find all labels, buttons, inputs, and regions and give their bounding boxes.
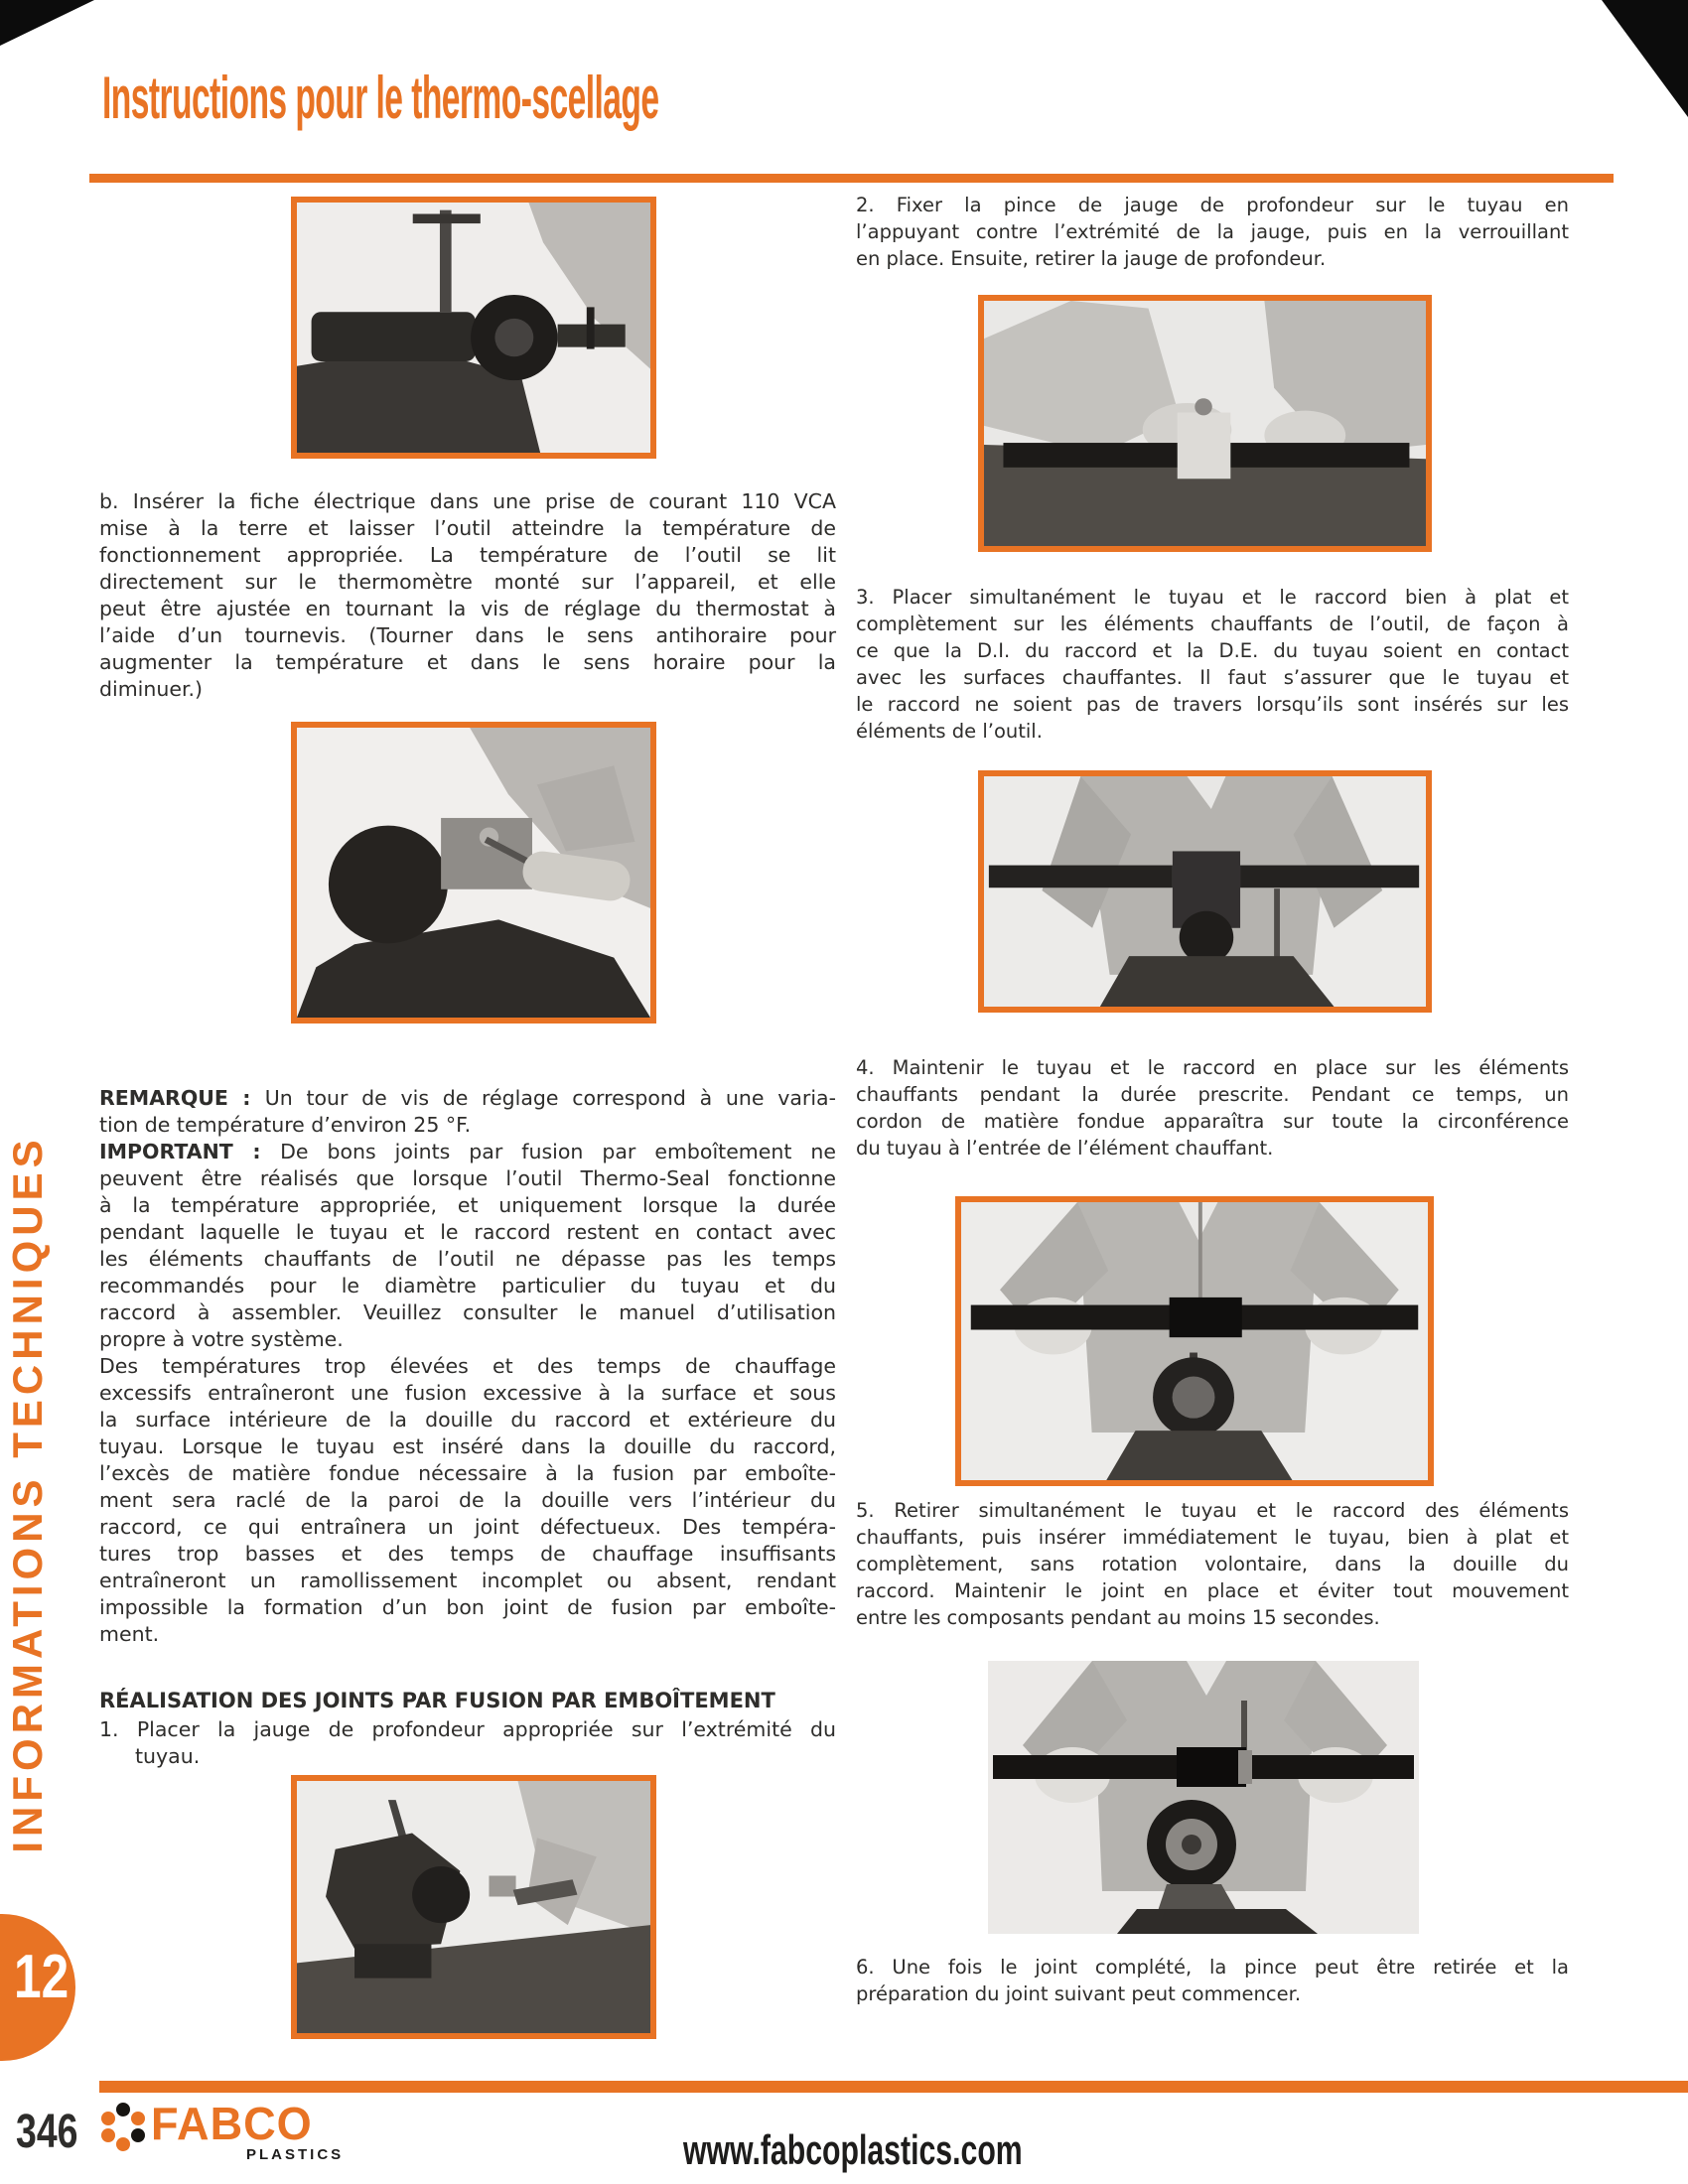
paragraph-temperatures: Des températures trop élevées et des temps de chauffage excessifs entraîneront une fusion excessive à la surface et sous la surface intérieure de la douille du raccord et extérieure du tuyau. Lorsque le tuyau est inséré dans la douille du raccord, l’excès de matière fondue nécessaire à la fusion par emboîte- ment sera raclé de la paroi de la douille vers l’intérieur du raccord, ce qui entraînera un joint défectueux. Des tempéra- tures trop basses et des temps de chauffage insuffisants entraîneront un ramollissement incomplet ou absent, rendant impossible la formation d’un bon joint de fusion par emboîte- ment. — [99, 1354, 836, 1646]
photo-clamp-attach-image — [984, 301, 1426, 546]
photo-tool-in-vise-image — [297, 203, 650, 453]
step-6: 6. Une fois le joint complété, la pince peut être retirée et la préparation du joint suivant peut commencer. — [856, 1956, 1569, 2005]
dots-ring-icon — [97, 2101, 149, 2152]
footer-url: www.fabcoplastics.com — [683, 2126, 1023, 2173]
fabco-logo-icon — [97, 2101, 149, 2152]
photo-hold-on-heater — [955, 1196, 1434, 1486]
scan-artifact-top-right — [1602, 0, 1688, 117]
page-title: Instructions pour le thermo-scellage — [102, 65, 659, 131]
brand-name: FABCO — [151, 2098, 313, 2149]
photo-completed-joint — [988, 1661, 1419, 1934]
photo-depth-gauge-image — [297, 1781, 650, 2033]
step-1: 1. Placer la jauge de profondeur appropriée sur l’extrémité du tuyau. — [99, 1717, 836, 1768]
title-divider — [89, 174, 1614, 183]
photo-completed-joint-image — [988, 1661, 1419, 1934]
note-remarque: REMARQUE : Un tour de vis de réglage correspond à une varia- tion de température d’environ 25 °F. — [99, 1086, 836, 1137]
step-3: 3. Placer simultanément le tuyau et le raccord bien à plat et complètement sur les éléments chauffants de l’outil, de façon à ce que la D.I. du raccord et la D.E. du tuyau soient en contact avec les surfaces chauffantes. Il faut s’assurer que le tuyau et le raccord ne soient pas de travers lorsqu’ils sont insérés sur les éléments de l’outil. — [856, 586, 1569, 743]
photo-thermostat-adjust-image — [297, 728, 650, 1018]
photo-tool-in-vise — [291, 197, 656, 459]
photo-insert-on-heater-image — [984, 776, 1426, 1007]
step-5: 5. Retirer simultanément le tuyau et le raccord des éléments chauffants, puis insérer immédiatement le tuyau, bien à plat et complètement, sans rotation volontaire, dans la douille du raccord. Maintenir le joint en place et éviter tout mouvement entre les composants pendant au moins 15 secondes. — [856, 1499, 1569, 1629]
section-heading: RÉALISATION DES JOINTS PAR FUSION PAR EMBOÎTEMENT — [99, 1689, 775, 1712]
step-4: 4. Maintenir le tuyau et le raccord en place sur les éléments chauffants pendant la durée prescrite. Pendant ce temps, un cordon de matière fondue apparaîtra sur toute la circonférence du tuyau à l’entrée de l’élément chauffant. — [856, 1056, 1569, 1160]
photo-insert-on-heater — [978, 770, 1432, 1013]
paragraph-b: b. Insérer la fiche électrique dans une prise de courant 110 VCA mise à la terre et laisser l’outil atteindre la température de fonctionnement appropriée. La température de l’outil se lit directement sur le thermomètre monté sur l’appareil, et elle peut être ajustée en tournant la vis de réglage du thermostat à l’aide d’un tournevis. (Tourner dans le sens antihoraire pour augmenter la température et dans le sens horaire pour la diminuer.) — [99, 489, 836, 701]
page-number: 346 — [16, 2106, 78, 2158]
photo-thermostat-adjust — [291, 722, 656, 1024]
scan-artifact-top-left — [0, 0, 94, 46]
step-2: 2. Fixer la pince de jauge de profondeur sur le tuyau en l’appuyant contre l’extrémité de la jauge, puis en la verrouillant en place. Ensuite, retirer la jauge de profondeur. — [856, 194, 1569, 270]
note-important: IMPORTANT : De bons joints par fusion par emboîtement ne peuvent être réalisés que lorsque l’outil Thermo-Seal fonctionne à la température appropriée, et uniquement lorsque la durée pendant laquelle le tuyau et le raccord restent en contact avec les éléments chauffants de l’outil ne dépasse pas les temps recommandés pour le diamètre particulier du tuyau et du raccord à assembler. Veuillez consulter le manuel d’utilisation propre à votre système. — [99, 1140, 836, 1351]
brand-subtitle: PLASTICS — [246, 2146, 345, 2163]
photo-clamp-attach — [978, 295, 1432, 552]
sidebar-section-label: INFORMATIONS TECHNIQUES — [4, 1135, 51, 1853]
photo-hold-on-heater-image — [961, 1202, 1428, 1480]
photo-depth-gauge — [291, 1775, 656, 2039]
section-number: 12 — [14, 1943, 70, 2011]
footer-divider — [99, 2081, 1688, 2093]
